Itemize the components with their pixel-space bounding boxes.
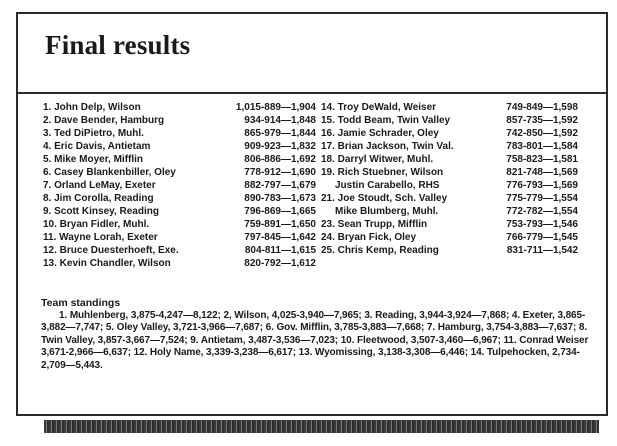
result-name: 8. Jim Corolla, Reading bbox=[43, 193, 154, 204]
result-score: 831-711—1,542 bbox=[506, 245, 578, 256]
result-name: 11. Wayne Lorah, Exeter bbox=[43, 232, 158, 243]
result-name: 17. Brian Jackson, Twin Val. bbox=[321, 141, 454, 152]
result-row bbox=[43, 115, 316, 127]
result-name: 5. Mike Moyer, Mifflin bbox=[43, 154, 144, 165]
result-row bbox=[321, 219, 578, 231]
result-row bbox=[43, 180, 316, 192]
result-row bbox=[43, 245, 316, 257]
team-standings-title: Team standings bbox=[41, 297, 121, 309]
result-score: 804-811—1,615 bbox=[244, 245, 316, 256]
result-name: 21. Joe Stoudt, Sch. Valley bbox=[321, 193, 448, 204]
team-standings-text: 1. Muhlenberg, 3,875-4,247—8,122; 2, Wilson, 4,025-3,940—7,965; 3. Reading, 3,944-3,924—7,868; 4. Exeter, 3,865-3,882—7,747; 5. Oley Valley, 3,721-3,966—7,687; 6. Gov. Mifflin, 3,785-3,883—7,668; 7. Hamburg, 3,754-3,883—7,637; 8. Twin Valley, 3,857-3,667—7,524; 9. Antietam, 3,487-3,536—7,023; 10. Fleetwood, 3,507-3,460—6,967; 11. Conrad Weiser 3,671-2,966—6,637; 12. Holy Name, 3,339-3,238—6,617; 13. Wyomissing, 3,138-3,308—6,446; 14. Tulpehocken, 2,734-2,709—5,443. bbox=[41, 310, 589, 371]
result-score: 749-849—1,598 bbox=[506, 102, 578, 113]
result-row bbox=[321, 167, 578, 179]
result-row bbox=[321, 154, 578, 166]
result-row bbox=[43, 128, 316, 140]
result-row bbox=[43, 258, 316, 270]
result-name: 9. Scott Kinsey, Reading bbox=[43, 206, 159, 217]
header bbox=[18, 14, 606, 94]
result-name: 6. Casey Blankenbiller, Oley bbox=[43, 167, 176, 178]
result-score: 882-797—1,679 bbox=[244, 180, 316, 191]
result-name: 15. Todd Beam, Twin Valley bbox=[321, 115, 451, 126]
result-row bbox=[321, 115, 578, 127]
result-row bbox=[321, 245, 578, 257]
result-score: 778-912—1,690 bbox=[244, 167, 316, 178]
result-row bbox=[321, 128, 578, 140]
result-row bbox=[43, 206, 316, 218]
result-score: 806-886—1,692 bbox=[244, 154, 316, 165]
result-score: 821-748—1,569 bbox=[506, 167, 578, 178]
result-name: 3. Ted DiPietro, Muhl. bbox=[43, 128, 144, 139]
result-row bbox=[321, 206, 578, 218]
result-score: 890-783—1,673 bbox=[244, 193, 316, 204]
result-name: 25. Chris Kemp, Reading bbox=[321, 245, 439, 256]
result-name: Justin Carabello, RHS bbox=[335, 180, 440, 191]
result-row bbox=[43, 154, 316, 166]
result-row bbox=[43, 141, 316, 153]
result-name: 24. Bryan Fick, Oley bbox=[321, 232, 417, 243]
result-score: 775-779—1,554 bbox=[506, 193, 578, 204]
result-name: 10. Bryan Fidler, Muhl. bbox=[43, 219, 150, 230]
result-score: 934-914—1,848 bbox=[244, 115, 316, 126]
result-name: Mike Blumberg, Muhl. bbox=[335, 206, 439, 217]
result-row bbox=[321, 193, 578, 205]
result-score: 742-850—1,592 bbox=[506, 128, 578, 139]
results-box bbox=[16, 12, 608, 416]
result-row bbox=[321, 141, 578, 153]
result-row bbox=[321, 232, 578, 244]
result-name: 2. Dave Bender, Hamburg bbox=[43, 115, 165, 126]
page-title: Final results bbox=[45, 30, 191, 60]
result-row bbox=[43, 232, 316, 244]
result-row bbox=[43, 219, 316, 231]
result-name: 4. Eric Davis, Antietam bbox=[43, 141, 151, 152]
result-score: 776-793—1,569 bbox=[506, 180, 578, 191]
result-score: 865-979—1,844 bbox=[244, 128, 316, 139]
result-row bbox=[43, 167, 316, 179]
result-row bbox=[321, 180, 578, 192]
result-row bbox=[43, 193, 316, 205]
result-name: 13. Kevin Chandler, Wilson bbox=[43, 258, 171, 269]
result-name: 1. John Delp, Wilson bbox=[43, 102, 141, 113]
result-score: 758-823—1,581 bbox=[506, 154, 578, 165]
result-name: 19. Rich Stuebner, Wilson bbox=[321, 167, 444, 178]
result-score: 753-793—1,546 bbox=[506, 219, 578, 230]
result-name: 12. Bruce Duesterhoeft, Exe. bbox=[43, 245, 179, 256]
result-score: 1,015-889—1,904 bbox=[235, 102, 316, 113]
result-score: 796-869—1,665 bbox=[244, 206, 316, 217]
result-row bbox=[321, 102, 578, 114]
result-score: 772-782—1,554 bbox=[506, 206, 578, 217]
result-score: 909-923—1,832 bbox=[244, 141, 316, 152]
result-score: 783-801—1,584 bbox=[506, 141, 578, 152]
result-score: 857-735—1,592 bbox=[506, 115, 578, 126]
result-name: 7. Orland LeMay, Exeter bbox=[43, 180, 156, 191]
result-row bbox=[43, 102, 316, 114]
result-name: 18. Darryl Witwer, Muhl. bbox=[321, 154, 434, 165]
result-score: 759-891—1,650 bbox=[244, 219, 316, 230]
result-name: 16. Jamie Schrader, Oley bbox=[321, 128, 439, 139]
result-name: 23. Sean Trupp, Mifflin bbox=[321, 219, 428, 230]
box-shadow-strip bbox=[44, 420, 599, 433]
result-name: 14. Troy DeWald, Weiser bbox=[321, 102, 437, 113]
result-score: 797-845—1,642 bbox=[244, 232, 316, 243]
result-score: 766-779—1,545 bbox=[506, 232, 578, 243]
result-score: 820-792—1,612 bbox=[244, 258, 316, 269]
